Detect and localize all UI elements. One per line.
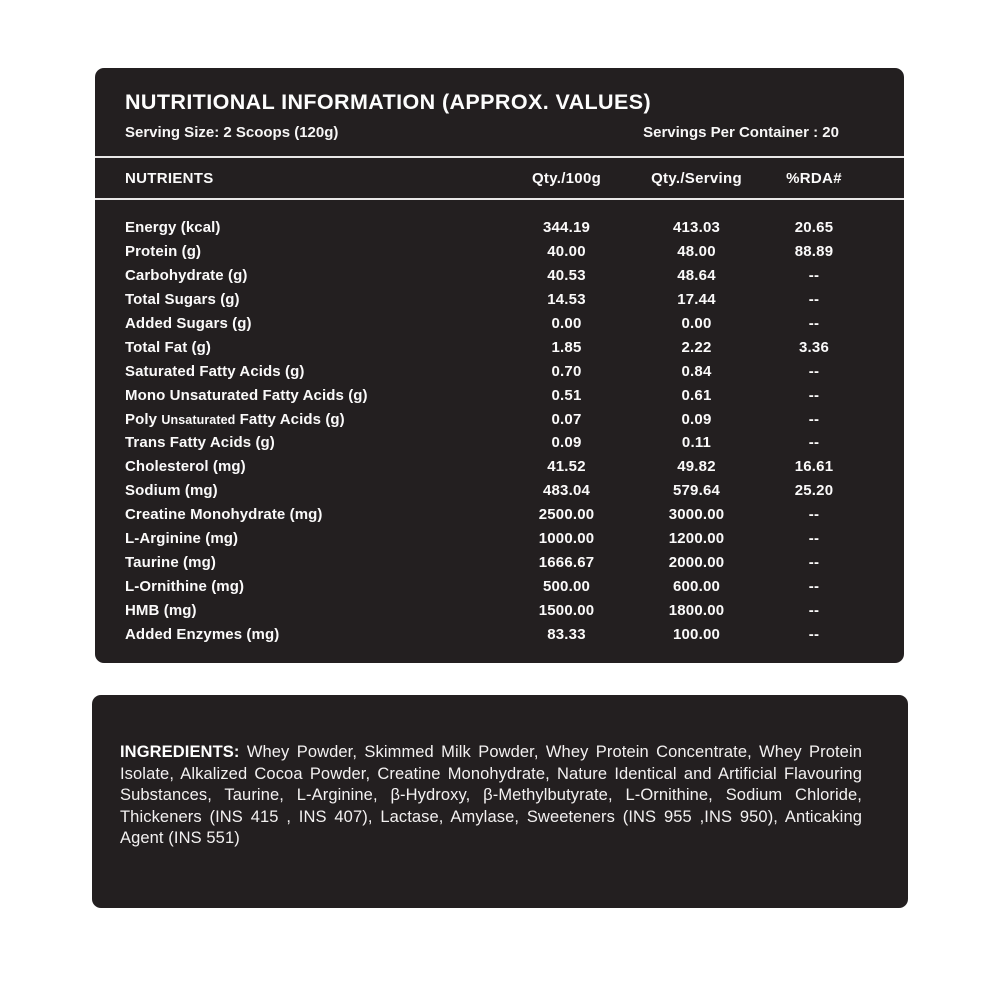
- ingredients-list-text: Whey Powder, Skimmed Milk Powder, Whey Protein Concentrate, Whey Protein Isolate, Alkalized Cocoa Powder, Creatine Monohydrate, Nature Identical and Artificial Flavouring Substances, Taurine, L-Arginine, β-Hydroxy, β-Methylbutyrate, L-Ornithine, Sodium Chloride, Thickeners (INS 415 , INS 407), Lactase, Amylase, Sweeteners (INS 955 ,INS 950), Anticaking Agent (INS 551): [120, 743, 862, 847]
- qty-100g-value: 500.00: [542, 577, 591, 595]
- nutrient-label: Sodium (mg): [125, 482, 218, 500]
- column-header-qty-100g: Qty./100g: [531, 169, 602, 187]
- qty-serving-value: 2000.00: [668, 553, 725, 571]
- nutrient-label: Added Enzymes (mg): [125, 625, 280, 643]
- nutrition-facts-panel: [95, 68, 904, 663]
- nutrient-label: Cholesterol (mg): [125, 458, 246, 476]
- table-row: [95, 479, 904, 503]
- qty-serving-value: 48.64: [677, 267, 716, 285]
- table-row: [95, 622, 904, 646]
- nutrient-label: HMB (mg): [125, 601, 197, 619]
- table-row: [95, 288, 904, 312]
- qty-100g-value: 0.70: [551, 362, 582, 380]
- qty-serving-value: 0.00: [681, 315, 712, 332]
- nutrient-label-small-segment: Unsaturated: [161, 412, 236, 427]
- table-row: [95, 335, 904, 359]
- qty-100g-value: 40.00: [547, 243, 586, 261]
- rda-value: --: [808, 601, 820, 619]
- table-row: [95, 455, 904, 479]
- rda-value: --: [808, 410, 820, 428]
- qty-100g-value: 344.19: [542, 219, 591, 237]
- nutrient-label: Poly Unsaturated Fatty Acids (g): [125, 410, 345, 428]
- table-row: [95, 407, 904, 431]
- qty-serving-value: 0.11: [681, 434, 712, 452]
- table-row: [95, 359, 904, 383]
- qty-serving-value: 48.00: [677, 243, 716, 261]
- rda-value: 16.61: [794, 458, 834, 476]
- table-row: [95, 383, 904, 407]
- table-row: [95, 240, 904, 264]
- qty-100g-value: 1.85: [551, 338, 582, 356]
- qty-serving-value: 1200.00: [668, 530, 725, 548]
- rda-value: --: [808, 577, 820, 595]
- rda-value: --: [808, 506, 820, 524]
- nutrition-title: NUTRITIONAL INFORMATION (APPROX. VALUES): [125, 90, 652, 114]
- qty-100g-value: 0.00: [551, 315, 582, 332]
- column-header-rda: %RDA#: [786, 169, 842, 187]
- qty-serving-value: 1800.00: [668, 601, 725, 619]
- ingredients-paragraph: [92, 695, 908, 850]
- qty-100g-value: 40.53: [547, 267, 586, 285]
- servings-per-container-text: Servings Per Container : 20: [643, 124, 839, 141]
- qty-serving-value: 17.44: [677, 291, 716, 309]
- table-row: [95, 264, 904, 288]
- rda-value: 20.65: [794, 219, 834, 237]
- qty-100g-value: 0.07: [551, 410, 582, 428]
- qty-100g-value: 41.52: [547, 458, 586, 476]
- table-header-row: [95, 158, 904, 198]
- nutrient-label: Energy (kcal): [125, 219, 221, 237]
- nutrient-label: Taurine (mg): [125, 553, 216, 571]
- qty-100g-value: 1666.67: [538, 553, 595, 571]
- qty-serving-value: 100.00: [672, 625, 721, 643]
- rda-value: --: [808, 625, 820, 643]
- qty-100g-value: 14.53: [547, 291, 586, 309]
- rda-value: 25.20: [794, 482, 834, 500]
- qty-100g-value: 483.04: [542, 482, 591, 500]
- table-row: [95, 503, 904, 527]
- serving-info-row: [125, 123, 839, 143]
- table-row: [95, 312, 904, 336]
- nutrient-label: Total Fat (g): [125, 338, 212, 356]
- table-row: [95, 574, 904, 598]
- qty-serving-value: 600.00: [672, 577, 721, 595]
- rda-value: 3.36: [799, 338, 829, 356]
- nutrient-label: Trans Fatty Acids (g): [125, 434, 275, 452]
- nutrient-label: Protein (g): [125, 243, 202, 261]
- qty-serving-value: 49.82: [677, 458, 716, 476]
- qty-serving-value: 3000.00: [668, 506, 725, 524]
- nutrient-label: Mono Unsaturated Fatty Acids (g): [125, 386, 368, 404]
- nutrient-label: Total Sugars (g): [125, 291, 240, 309]
- qty-100g-value: 0.51: [551, 386, 582, 404]
- qty-100g-value: 1000.00: [538, 530, 595, 548]
- nutrient-label: L-Arginine (mg): [125, 530, 239, 548]
- qty-serving-value: 0.61: [681, 386, 712, 404]
- rda-value: --: [808, 362, 820, 380]
- table-row: [95, 216, 904, 240]
- ingredients-panel: [92, 695, 908, 908]
- nutrient-label: Carbohydrate (g): [125, 267, 248, 285]
- nutrients-table-body: [95, 200, 904, 646]
- table-row: [95, 598, 904, 622]
- ingredients-label: INGREDIENTS:: [120, 743, 240, 761]
- qty-100g-value: 0.09: [551, 434, 582, 452]
- nutrient-label: Added Sugars (g): [125, 315, 252, 332]
- qty-serving-value: 0.09: [681, 410, 712, 428]
- nutrient-label: Saturated Fatty Acids (g): [125, 362, 305, 380]
- nutrient-label: L-Ornithine (mg): [125, 577, 245, 595]
- qty-serving-value: 2.22: [681, 338, 712, 356]
- rda-value: --: [808, 386, 820, 404]
- qty-serving-value: 0.84: [681, 362, 712, 380]
- qty-100g-value: 2500.00: [538, 506, 595, 524]
- rda-value: 88.89: [794, 243, 834, 261]
- table-row: [95, 550, 904, 574]
- serving-size-text: Serving Size: 2 Scoops (120g): [125, 124, 339, 141]
- qty-100g-value: 83.33: [547, 625, 586, 643]
- rda-value: --: [808, 291, 820, 309]
- rda-value: --: [808, 315, 820, 332]
- rda-value: --: [808, 530, 820, 548]
- rda-value: --: [808, 267, 820, 285]
- column-header-qty-serving: Qty./Serving: [651, 169, 742, 187]
- table-row: [95, 527, 904, 551]
- qty-serving-value: 413.03: [672, 219, 721, 237]
- rda-value: --: [808, 434, 820, 452]
- table-row: [95, 431, 904, 455]
- qty-serving-value: 579.64: [672, 482, 721, 500]
- column-header-nutrients: NUTRIENTS: [125, 169, 214, 187]
- nutrient-label: Creatine Monohydrate (mg): [125, 506, 323, 524]
- qty-100g-value: 1500.00: [538, 601, 595, 619]
- rda-value: --: [808, 553, 820, 571]
